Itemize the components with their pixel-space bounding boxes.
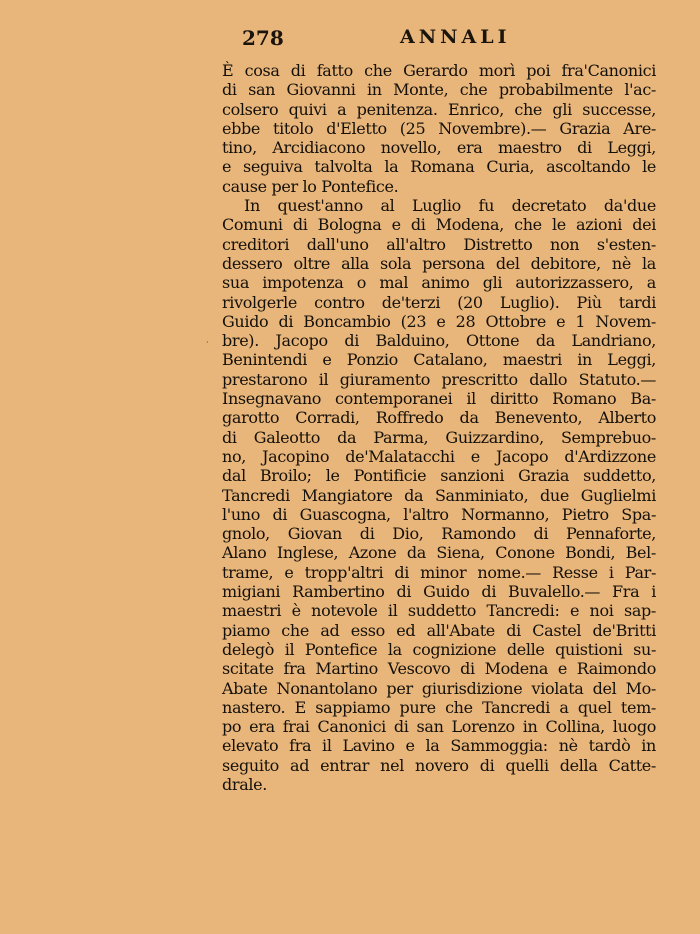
running-title: ANNALI	[400, 26, 511, 48]
text-line: Guido di Boncambio (23 e 28 Ottobre e 1 Novem-	[222, 311, 656, 331]
text-line: piamo che ad esso ed all'Abate di Castel de'Britti	[222, 620, 656, 640]
text-line: migiani Rambertino di Guido di Buvalello.— Fra i	[222, 582, 656, 602]
text-line: creditori dall'uno all'altro Distretto non s'esten-	[222, 234, 656, 254]
paragraph-1	[222, 61, 656, 196]
text-line: l'uno di Guascogna, l'altro Normanno, Pietro Spa-	[222, 504, 656, 524]
text-line: bre). Jacopo di Balduino, Ottone da Landriano,	[222, 331, 656, 351]
text-line: no, Jacopino de'Malatacchi e Jacopo d'Ardizzone	[222, 446, 656, 466]
text-line: ebbe titolo d'Eletto (25 Novembre).— Grazia Are-	[222, 118, 656, 138]
page-header	[222, 26, 656, 54]
text-line: scitate fra Martino Vescovo di Modena e Raimondo	[222, 659, 656, 679]
text-line: Comuni di Bologna e di Modena, che le azioni dei	[222, 215, 656, 235]
text-line: Abate Nonantolano per giurisdizione violata del Mo-	[222, 678, 656, 698]
text-line: trame, e tropp'altri di minor nome.— Resse i Par-	[222, 562, 656, 582]
text-line: delegò il Pontefice la cognizione delle quistioni su-	[222, 639, 656, 659]
text-line: tino, Arcidiacono novello, era maestro di Leggi,	[222, 138, 656, 158]
text-line: cause per lo Pontefice.	[222, 176, 399, 196]
text-line: garotto Corradi, Roffredo da Benevento, Alberto	[222, 408, 656, 428]
text-line: e seguiva talvolta la Romana Curia, ascoltando le	[222, 157, 656, 177]
text-line: po era frai Canonici di san Lorenzo in Collina, luogo	[222, 717, 656, 737]
text-line: di Galeotto da Parma, Guizzardino, Semprebuo-	[222, 427, 656, 447]
text-line: seguito ad entrar nel novero di quelli della Catte-	[222, 755, 656, 775]
text-line: nastero. E sappiamo pure che Tancredi a quel tem-	[222, 697, 656, 717]
body-text	[222, 61, 656, 794]
text-line: Tancredi Mangiatore da Sanminiato, due Guglielmi	[222, 485, 656, 505]
text-line: dessero oltre alla sola persona del debitore, nè la	[222, 253, 656, 273]
text-line: prestarono il giuramento prescritto dallo Statuto.—	[222, 369, 656, 389]
text-line: elevato fra il Lavino e la Sammoggia: nè tardò in	[222, 736, 656, 756]
text-line: rivolgerle contro de'terzi (20 Luglio). Più tardi	[222, 292, 656, 312]
text-line: colsero quivi a penitenza. Enrico, che gli successe,	[222, 99, 656, 119]
text-line: drale.	[222, 774, 268, 794]
text-line: In quest'anno al Luglio fu decretato da'due	[244, 196, 656, 216]
page-number: 278	[242, 26, 284, 50]
text-line: di san Giovanni in Monte, che probabilmente l'ac-	[222, 80, 656, 100]
text-line: maestri è notevole il suddetto Tancredi: e noi sap-	[222, 601, 656, 621]
text-line: Alano Inglese, Azone da Siena, Conone Bondi, Bel-	[222, 543, 656, 563]
margin-speck: ·	[206, 338, 209, 347]
text-line: Benintendi e Ponzio Catalano, maestri in Leggi,	[222, 350, 656, 370]
text-line: Insegnavano contemporanei il diritto Romano Ba-	[222, 389, 656, 409]
text-line: sua impotenza o mal animo gli autorizzassero, a	[222, 273, 656, 293]
text-line: È cosa di fatto che Gerardo morì poi fra'Canonici	[222, 61, 656, 80]
text-line: gnolo, Giovan di Dio, Ramondo di Pennaforte,	[222, 524, 656, 544]
paragraph-2	[222, 196, 656, 794]
text-line: dal Broilo; le Pontificie sanzioni Grazia suddetto,	[222, 466, 656, 486]
